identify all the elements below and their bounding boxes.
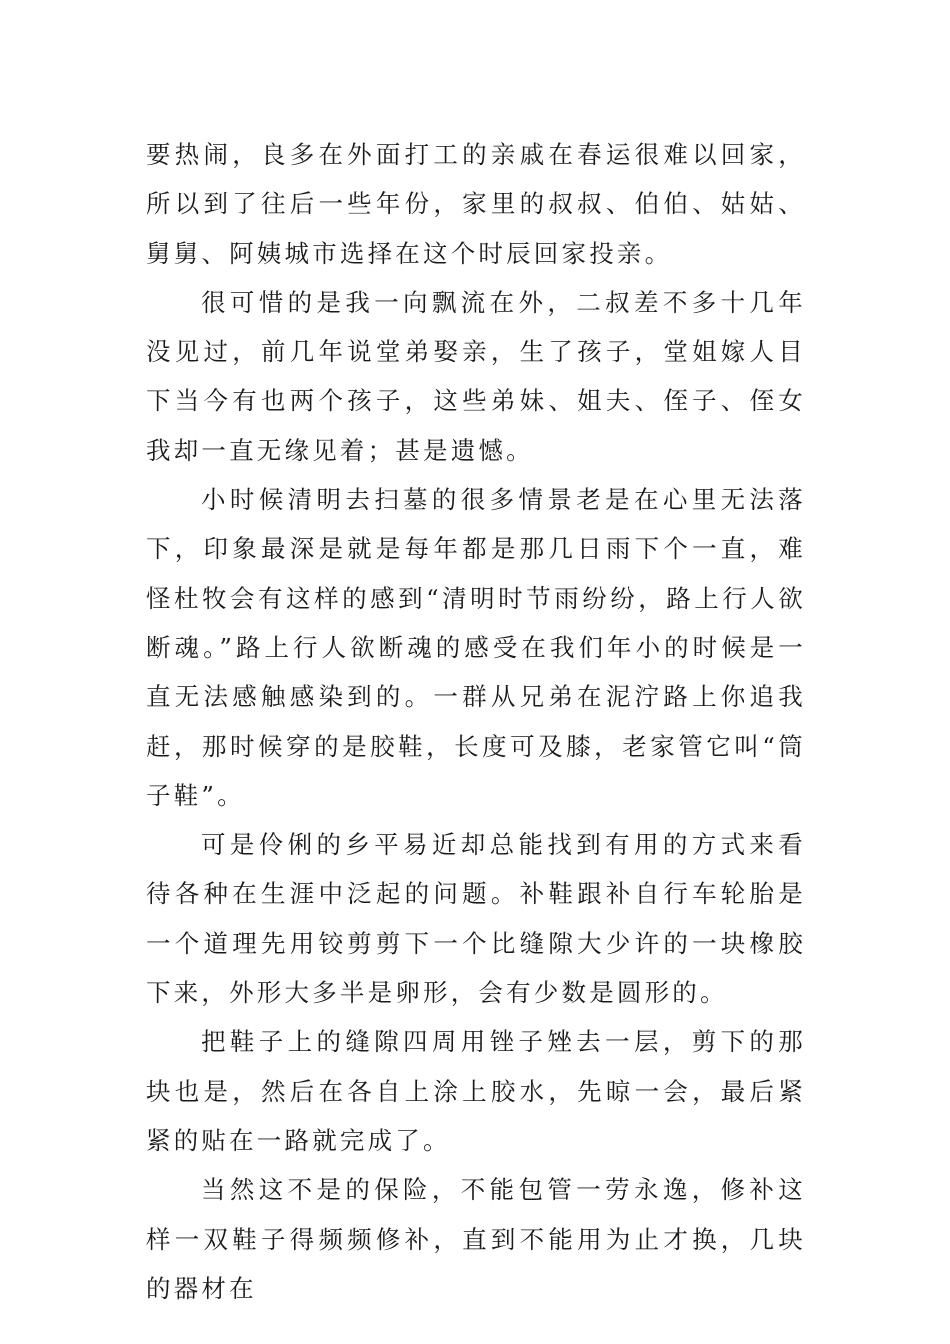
paragraph: 要热闹，良多在外面打工的亲戚在春运很难以回家，所以到了往后一些年份，家里的叔叔、伯伯、姑姑、舅舅、阿姨城市选择在这个时辰回家投亲。 (146, 140, 806, 268)
paragraph: 可是伶俐的乡平易近却总能找到有用的方式来看待各种在生涯中泛起的问题。补鞋跟补自行车轮胎是一个道理先用铰剪剪下一个比缝隙大少许的一块橡胶下来，外形大多半是卵形，会有少数是圆形的。 (146, 830, 806, 1008)
paragraph: 小时候清明去扫墓的很多情景老是在心里无法落下，印象最深是就是每年都是那几日雨下个一直，难怪杜牧会有这样的感到“清明时节雨纷纷，路上行人欲断魂。”路上行人欲断魂的感受在我们年小的时候是一直无法感触感染到的。一群从兄弟在泥泞路上你追我赶，那时候穿的是胶鞋，长度可及膝，老家管它叫“筒子鞋”。 (146, 485, 806, 810)
paragraph: 很可惜的是我一向飘流在外，二叔差不多十几年没见过，前几年说堂弟娶亲，生了孩子，堂姐嫁人目下当今有也两个孩子，这些弟妹、姐夫、侄子、侄女我却一直无缘见着；甚是遗憾。 (146, 287, 806, 465)
paragraph: 当然这不是的保险，不能包管一劳永逸，修补这样一双鞋子得频频修补，直到不能用为止才换，几块的器材在 (146, 1175, 806, 1303)
document-body (146, 130, 806, 1313)
paragraph: 把鞋子上的缝隙四周用锉子矬去一层，剪下的那块也是，然后在各自上涂上胶水，先晾一会，最后紧紧的贴在一路就完成了。 (146, 1027, 806, 1155)
